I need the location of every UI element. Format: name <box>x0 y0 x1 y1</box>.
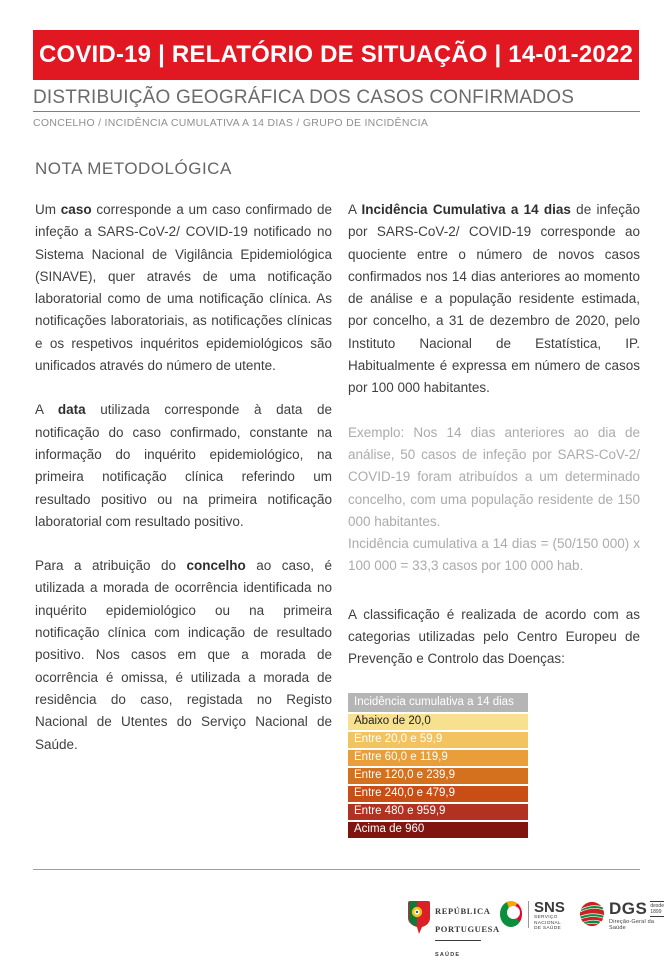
report-banner-title: COVID-19 | RELATÓRIO DE SITUAÇÃO | 14-01-2022 <box>38 41 634 68</box>
legend-row-1: Entre 20,0 e 59,9 <box>348 732 528 748</box>
dgs-title: DGS <box>609 899 648 918</box>
page-title: DISTRIBUIÇÃO GEOGRÁFICA DOS CASOS CONFIRMADOS <box>33 87 575 108</box>
legend-row-2: Entre 60,0 e 119,9 <box>348 750 528 766</box>
paragraph-caso: Um caso corresponde a um caso confirmado de infeção a SARS-CoV-2/ COVID-19 notificado no Sistema Nacional de Vigilância Epidemiológica (SINAVE), quer através de uma notificação laboratorial como de uma notificação clínica. As notificações laboratoriais, as notificações clínicas e os respetivos inquéritos epidemiológicos são unificados através do número de utente. <box>35 202 332 374</box>
title-underline <box>33 111 640 112</box>
footer-logos <box>408 901 664 961</box>
sns-circle-icon <box>500 901 522 927</box>
legend-row-4: Entre 240,0 e 479,9 <box>348 786 528 802</box>
incidence-legend <box>348 693 528 838</box>
right-column <box>348 199 640 840</box>
dgs-since-word: desde <box>650 903 664 909</box>
dgs-globe-icon <box>579 901 605 932</box>
section-title: NOTA METODOLÓGICA <box>35 159 232 178</box>
sns-title: SNS <box>534 899 565 916</box>
left-column <box>35 199 332 778</box>
sns-divider <box>528 901 529 928</box>
legend-row-5: Entre 480 e 959,9 <box>348 804 528 820</box>
republica-divider <box>435 940 481 941</box>
example-text-2: Incidência cumulativa a 14 dias = (50/150 000) x 100 000 = 33,3 casos por 100 000 hab. <box>348 536 640 574</box>
example-block <box>348 422 640 578</box>
example-text-1: Exemplo: Nos 14 dias anteriores ao dia de análise, 50 casos de infeção por SARS-CoV-2/ COVID-19 foram atribuídos a um determinado concelho, com uma população residente de 150 000 habitantes. <box>348 424 640 529</box>
paragraph-incidencia: A Incidência Cumulativa a 14 dias de infeção por SARS-CoV-2/ COVID-19 corresponde ao quociente entre o número de novos casos confirmados nos 14 dias anteriores ao momento de análise e a população residente estimada, por concelho, a 31 de dezembro de 2020, pelo Instituto Nacional de Estatística, IP. Habitualmente é expressa em número de casos por 100 000 habitantes. <box>348 202 640 396</box>
dgs-logo <box>579 901 664 932</box>
republica-sub: SAÚDE <box>435 952 461 958</box>
republica-portuguesa-flag-icon <box>408 901 430 939</box>
republica-line2: PORTUGUESA <box>435 924 500 934</box>
paragraph-data: A data utilizada corresponde à data de notificação do caso confirmado, constante na informação do inquérito epidemiológico, na primeira notificação clínica referindo um resultado positivo ou na primeira notificação laboratorial com resultado positivo. <box>35 402 332 529</box>
paragraph-concelho: Para a atribuição do concelho ao caso, é utilizada a morada de ocorrência identificada no inquérito epidemiológico ou na primeira notificação clínica com indicação de resultado positivo. Nos casos em que a morada de ocorrência é omissa, é utilizada a morada de residência do caso, registada no Registo Nacional de Utentes do Serviço Nacional de Saúde. <box>35 558 332 752</box>
sns-logo <box>500 901 579 932</box>
legend-header: Incidência cumulativa a 14 dias <box>348 693 528 712</box>
page-subtitle: CONCELHO / INCIDÊNCIA CUMULATIVA A 14 DIAS / GRUPO DE INCIDÊNCIA <box>33 117 429 129</box>
footer-divider <box>33 869 640 870</box>
dgs-sub: Direção-Geral da Saúde <box>609 919 655 931</box>
report-banner <box>33 30 639 80</box>
legend-row-3: Entre 120,0 e 239,9 <box>348 768 528 784</box>
republica-line1: REPÚBLICA <box>435 906 491 916</box>
paragraph-classification: A classificação é realizada de acordo com as categorias utilizadas pelo Centro Europeu de Prevenção e Controlo das Doenças: <box>348 606 640 667</box>
sns-sub-1: SERVIÇO NACIONAL <box>534 915 561 926</box>
republica-portuguesa-logo <box>408 901 500 961</box>
dgs-since-year: 1899 <box>650 909 662 915</box>
legend-row-0: Abaixo de 20,0 <box>348 714 528 730</box>
sns-sub-2: DE SAÚDE <box>534 926 561 931</box>
legend-row-6: Acima de 960 <box>348 822 528 838</box>
